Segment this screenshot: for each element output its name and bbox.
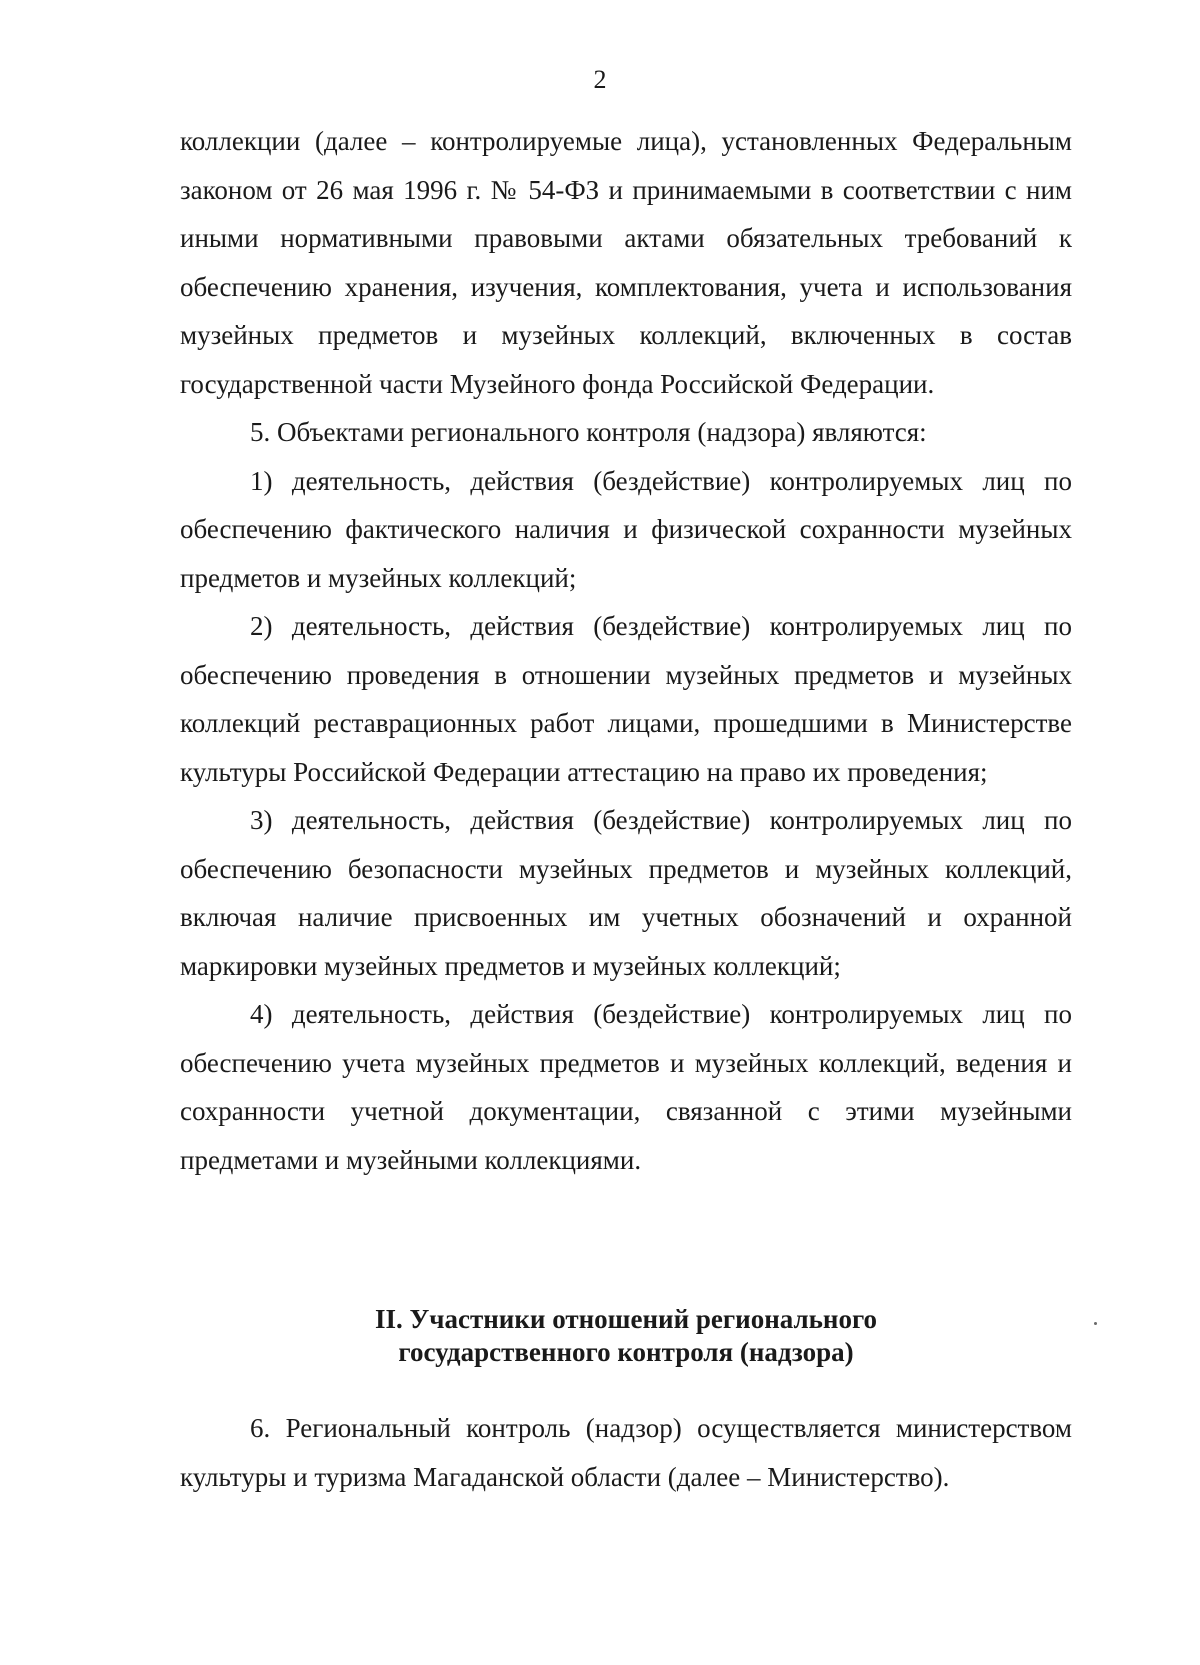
- list-item-4: 4) деятельность, действия (бездействие) контролируемых лиц по обеспечению учета музейных предметов и музейных коллекций, ведения и сохранности учетной документации, связанной с этими музейными предметами и музейными коллекциями.: [180, 999, 1072, 1175]
- section-heading-line-1: II. Участники отношений регионального: [374, 1304, 878, 1334]
- document-body-section-2: [180, 1404, 1072, 1501]
- section-heading: [180, 1303, 1072, 1369]
- list-item-1: 1) деятельность, действия (бездействие) контролируемых лиц по обеспечению фактического наличия и физической сохранности музейных предметов и музейных коллекций;: [180, 465, 1072, 593]
- page-number: 2: [593, 65, 607, 94]
- paragraph-continuation: коллекции (далее – контролируемые лица), установленных Федеральным законом от 26 мая 1996 г. № 54-ФЗ и принимаемыми в соответствии с ним иными нормативными правовыми актами обязательных требований к обеспечению хранения, изучения, комплектования, учета и использования музейных предметов и музейных коллекций, включенных в состав государственной части Музейного фонда Российской Федерации.: [180, 126, 1072, 399]
- list-item-3: 3) деятельность, действия (бездействие) контролируемых лиц по обеспечению безопасности музейных предметов и музейных коллекций, включая наличие присвоенных им учетных обозначений и охранной маркировки музейных предметов и музейных коллекций;: [180, 805, 1072, 981]
- section-heading-line-2: государственного контроля (надзора): [398, 1337, 854, 1367]
- scan-speck: [1094, 1322, 1097, 1325]
- document-body: [180, 117, 1072, 1184]
- paragraph-5-objects: 5. Объектами регионального контроля (надзора) являются:: [250, 417, 927, 447]
- paragraph-6: 6. Региональный контроль (надзор) осуществляется министерством культуры и туризма Магаданской области (далее – Министерство).: [180, 1413, 1072, 1492]
- list-item-2: 2) деятельность, действия (бездействие) контролируемых лиц по обеспечению проведения в отношении музейных предметов и музейных коллекций реставрационных работ лицами, прошедшими в Министерстве культуры Российской Федерации аттестацию на право их проведения;: [180, 611, 1072, 787]
